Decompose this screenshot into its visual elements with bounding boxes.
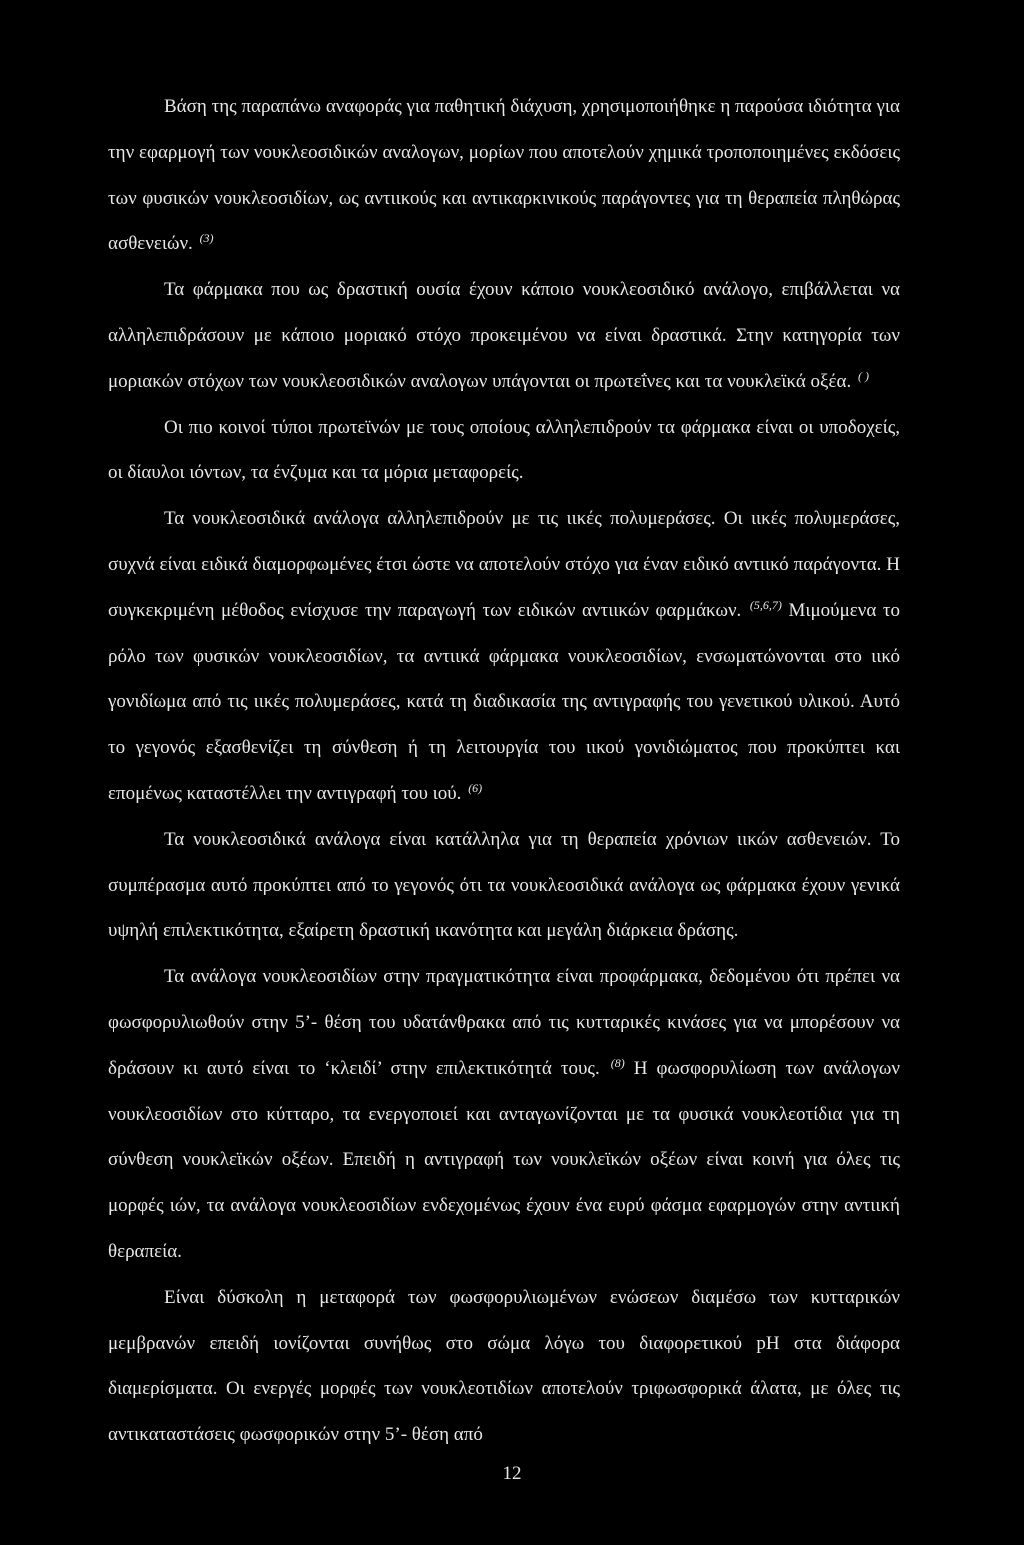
citation-reference: (3): [199, 231, 214, 246]
document-body: [108, 84, 900, 1458]
paragraph-text: Τα νουκλεοσιδικά ανάλογα είναι κατάλληλα για τη θεραπεία χρόνιων ιικών ασθενειών. Το συμπέρασμα αυτό προκύπτει από το γεγονός ότι τα νουκλεοσιδικά ανάλογα ως φάρμακα έχουν γενικά υψηλή επιλεκτικότητα, εξαίρετη δραστική ικανότητα και μεγάλη διάρκεια δράσης.: [108, 828, 900, 942]
paragraph-1: [108, 84, 900, 267]
paragraph-3: [108, 405, 900, 497]
page-number: 12: [502, 1463, 522, 1484]
citation-reference: ( ): [857, 368, 869, 383]
paragraph-text: Τα νουκλεοσιδικά ανάλογα αλληλεπιδρούν με τις ιικές πολυμεράσες. Οι ιικές πολυμεράσες, συχνά είναι ειδικά διαμορφωμένες έτσι ώστε να αποτελούν στόχο για έναν ειδικό αντιικό παράγοντα. Η συγκεκριμένη μέθοδος ενίσχυσε την παραγωγή των ειδικών αντιικών φαρμάκων.: [108, 508, 900, 621]
paragraph-text: Οι πιο κοινοί τύποι πρωτεϊνών με τους οποίους αλληλεπιδρούν τα φάρμακα είναι οι υποδοχείς, οι δίαυλοι ιόντων, τα ένζυμα και τα μόρια μεταφορείς.: [108, 416, 900, 484]
paragraph-5: [108, 817, 900, 954]
paragraph-7: [108, 1275, 900, 1458]
paragraph-text: Η φωσφορυλίωση των ανάλογων νουκλεοσιδίων στο κύτταρο, τα ενεργοποιεί και ανταγωνίζονται με τα φυσικά νουκλεοτίδια για τη σύνθεση νουκλεϊκών οξέων. Επειδή η αντιγραφή των νουκλεϊκών οξέων είναι κοινή για όλες τις μορφές ιών, τα ανάλογα νουκλεοσιδίων ενδεχομένως έχουν ένα ευρύ φάσμα εφαρμογών στην αντιική θεραπεία.: [108, 1057, 900, 1262]
paragraph-2: [108, 267, 900, 404]
paragraph-text: Τα ανάλογα νουκλεοσιδίων στην πραγματικότητα είναι προφάρμακα, δεδομένου ότι πρέπει να φωσφορυλιωθούν στην 5’- θέση του υδατάνθρακα από τις κυτταρικές κινάσες για να μπορέσουν να δράσουν κι αυτό είναι το ‘κλειδί’ στην επιλεκτικότητά τους.: [108, 966, 900, 1079]
citation-reference: (5,6,7): [749, 597, 782, 612]
citation-reference: (6): [468, 780, 483, 795]
paragraph-text: Βάση της παραπάνω αναφοράς για παθητική διάχυση, χρησιμοποιήθηκε η παρούσα ιδιότητα για την εφαρμογή των νουκλεοσιδικών αναλογων, μορίων που αποτελούν χημικά τροποποιημένες εκδόσεις των φυσικών νουκλεοσιδίων, ως αντιικούς και αντικαρκινικούς παράγοντες για τη θεραπεία πληθώρας ασθενειών.: [108, 96, 900, 255]
paragraph-text: Μιμούμενα το ρόλο των φυσικών νουκλεοσιδίων, τα αντιικά φάρμακα νουκλεοσιδίων, ενσωματώνονται στο ιικό γονιδίωμα από τις ιικές πολυμεράσες, κατά τη διαδικασία της αντιγραφής του γενετικού υλικού. Αυτό το γεγονός εξασθενίζει τη σύνθεση ή τη λειτουργία του ιικού γονιδιώματος που προκύπτει και επομένως καταστέλλει την αντιγραφή του ιού.: [108, 599, 900, 804]
paragraph-text: Τα φάρμακα που ως δραστική ουσία έχουν κάποιο νουκλεοσιδικό ανάλογο, επιβάλλεται να αλληλεπιδράσουν με κάποιο μοριακό στόχο προκειμένου να είναι δραστικά. Στην κατηγορία των μοριακών στόχων των νουκλεοσιδικών αναλογων υπάγονται οι πρωτεΐνες και τα νουκλεϊκά οξέα.: [108, 279, 900, 392]
paragraph-4: [108, 496, 900, 817]
paragraph-6: [108, 954, 900, 1275]
paragraph-text: Είναι δύσκολη η μεταφορά των φωσφορυλιωμένων ενώσεων διαμέσω των κυτταρικών μεμβρανών επειδή ιονίζονται συνήθως στο σώμα λόγω του διαφορετικού pH στα διάφορα διαμερίσματα. Οι ενεργές μορφές των νουκλεοτιδίων αποτελούν τριφωσφορικά άλατα, με όλες τις αντικαταστάσεις φωσφορικών στην 5’- θέση από: [108, 1286, 900, 1446]
citation-reference: (8): [610, 1055, 625, 1070]
